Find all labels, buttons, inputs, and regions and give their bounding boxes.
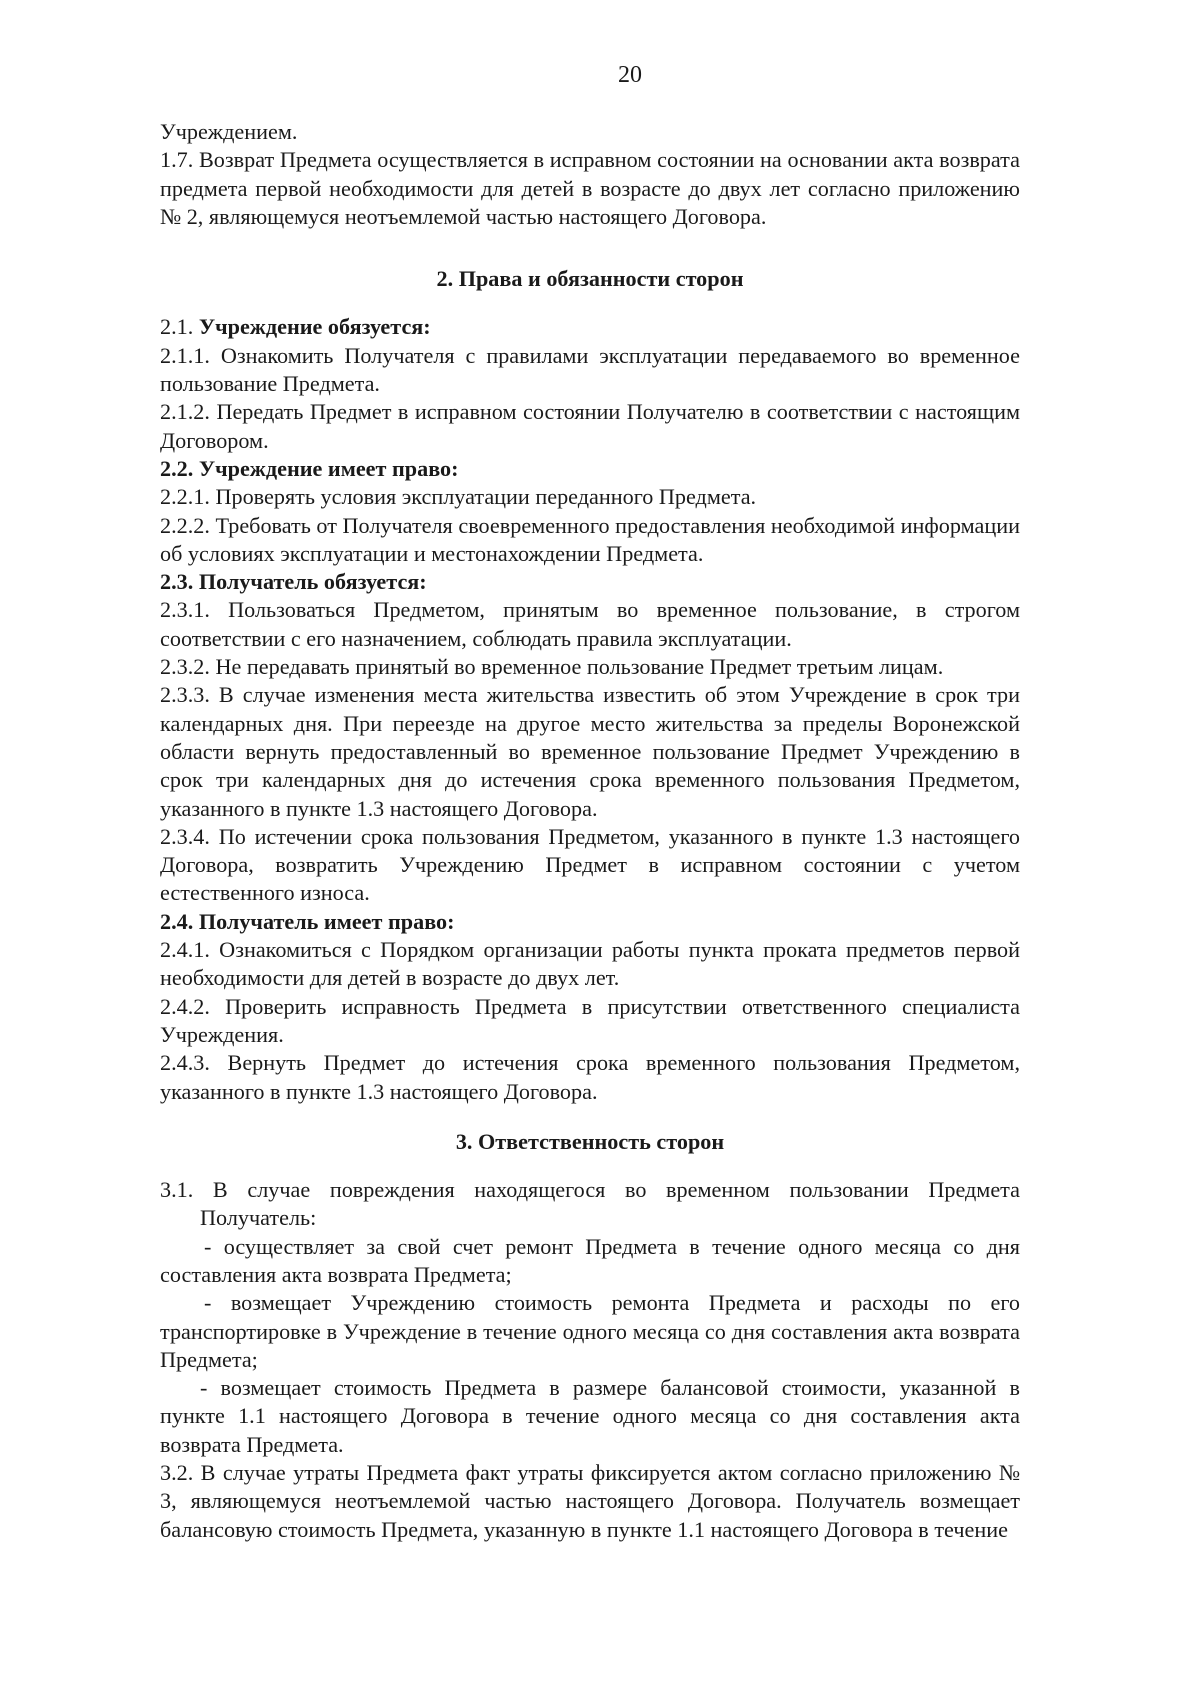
clause-2-4-2: 2.4.2. Проверить исправность Предмета в присутствии ответственного специалиста Учреждения. xyxy=(160,993,1020,1047)
clause-2-3-2: 2.3.2. Не передавать принятый во временное пользование Предмет третьим лицам. xyxy=(160,654,944,680)
clause-2-4-1: 2.4.1. Ознакомиться с Порядком организации работы пункта проката предметов первой необходимости для детей в возрасте до двух лет. xyxy=(160,937,1020,991)
clause-2-1-2: 2.1.2. Передать Предмет в исправном состоянии Получателю в соответствии с настоящим Договором. xyxy=(160,399,1020,453)
clause-2-3-3: 2.3.3. В случае изменения места жительства известить об этом Учреждение в срок три календарных дня. При переезде на другое место жительства за пределы Воронежской области вернуть предоставленный во временное пользование Предмет Учреждению в срок три календарных дня до истечения срока временного пользования Предметом, указанного в пункте 1.3 настоящего Договора. xyxy=(160,682,1020,821)
clause-2-3-1: 2.3.1. Пользоваться Предметом, принятым во временное пользование, в строгом соответствии с его назначением, соблюдать правила эксплуатации. xyxy=(160,597,1020,651)
section-2-title: 2. Права и обязанности сторон xyxy=(436,266,744,292)
clause-2-3-heading: 2.3. Получатель обязуется: xyxy=(160,569,427,595)
clause-1-7: 1.7. Возврат Предмета осуществляется в исправном состоянии на основании акта возврата предмета первой необходимости для детей в возрасте до двух лет согласно приложению № 2, являющемуся неотъемлемой частью настоящего Договора. xyxy=(160,147,1020,229)
clause-2-2-heading: 2.2. Учреждение имеет право: xyxy=(160,455,459,481)
clause-2-1-heading xyxy=(160,313,1020,341)
clause-3-1-item-reimburse-value: - возмещает стоимость Предмета в размере балансовой стоимости, указанной в пункте 1.1 настоящего Договора в течение одного месяца со дня составления акта возврата Предмета. xyxy=(160,1375,1020,1457)
clause-3-1: 3.1. В случае повреждения находящегося во временном пользовании Предмета Получатель: xyxy=(160,1177,1020,1231)
clause-2-4-heading: 2.4. Получатель имеет право: xyxy=(160,908,455,934)
carry-over-text: Учреждением. xyxy=(160,119,298,144)
clause-3-1-item-repair: - осуществляет за свой счет ремонт Предмета в течение одного месяца со дня составления акта возврата Предмета; xyxy=(160,1233,1020,1287)
clause-2-1-1: 2.1.1. Ознакомить Получателя с правилами эксплуатации передаваемого во временное пользование Предмета. xyxy=(160,342,1020,397)
clause-3-1-item-reimburse-repair: - возмещает Учреждению стоимость ремонта Предмета и расходы по его транспортировке в Учреждение в течение одного месяца со дня составления акта возврата Предмета; xyxy=(160,1290,1020,1372)
document-body xyxy=(160,118,1020,1544)
section-3-title: 3. Ответственность сторон xyxy=(455,1128,725,1154)
clause-2-1-title: Учреждение обязуется: xyxy=(198,314,431,340)
clause-3-2: 3.2. В случае утраты Предмета факт утраты фиксируется актом согласно приложению № 3, являющемуся неотъемлемой частью настоящего Договора. Получатель возмещает балансовую стоимость Предмета, указанную в пункте 1.1 настоящего Договора в течение xyxy=(160,1460,1020,1542)
clause-2-1-number: 2.1. xyxy=(160,314,194,340)
clause-2-3-4: 2.3.4. По истечении срока пользования Предметом, указанного в пункте 1.3 настоящего Договора, возвратить Учреждению Предмет в исправном состоянии с учетом естественного износа. xyxy=(160,823,1020,906)
page-number: 20 xyxy=(618,62,642,88)
clause-2-2-1: 2.2.1. Проверять условия эксплуатации переданного Предмета. xyxy=(160,484,757,510)
clause-2-2-2: 2.2.2. Требовать от Получателя своевременного предоставления необходимой информации об условиях эксплуатации и местонахождении Предмета. xyxy=(160,512,1020,566)
clause-2-4-3: 2.4.3. Вернуть Предмет до истечения срока временного пользования Предметом, указанного в пункте 1.3 настоящего Договора. xyxy=(160,1050,1020,1104)
